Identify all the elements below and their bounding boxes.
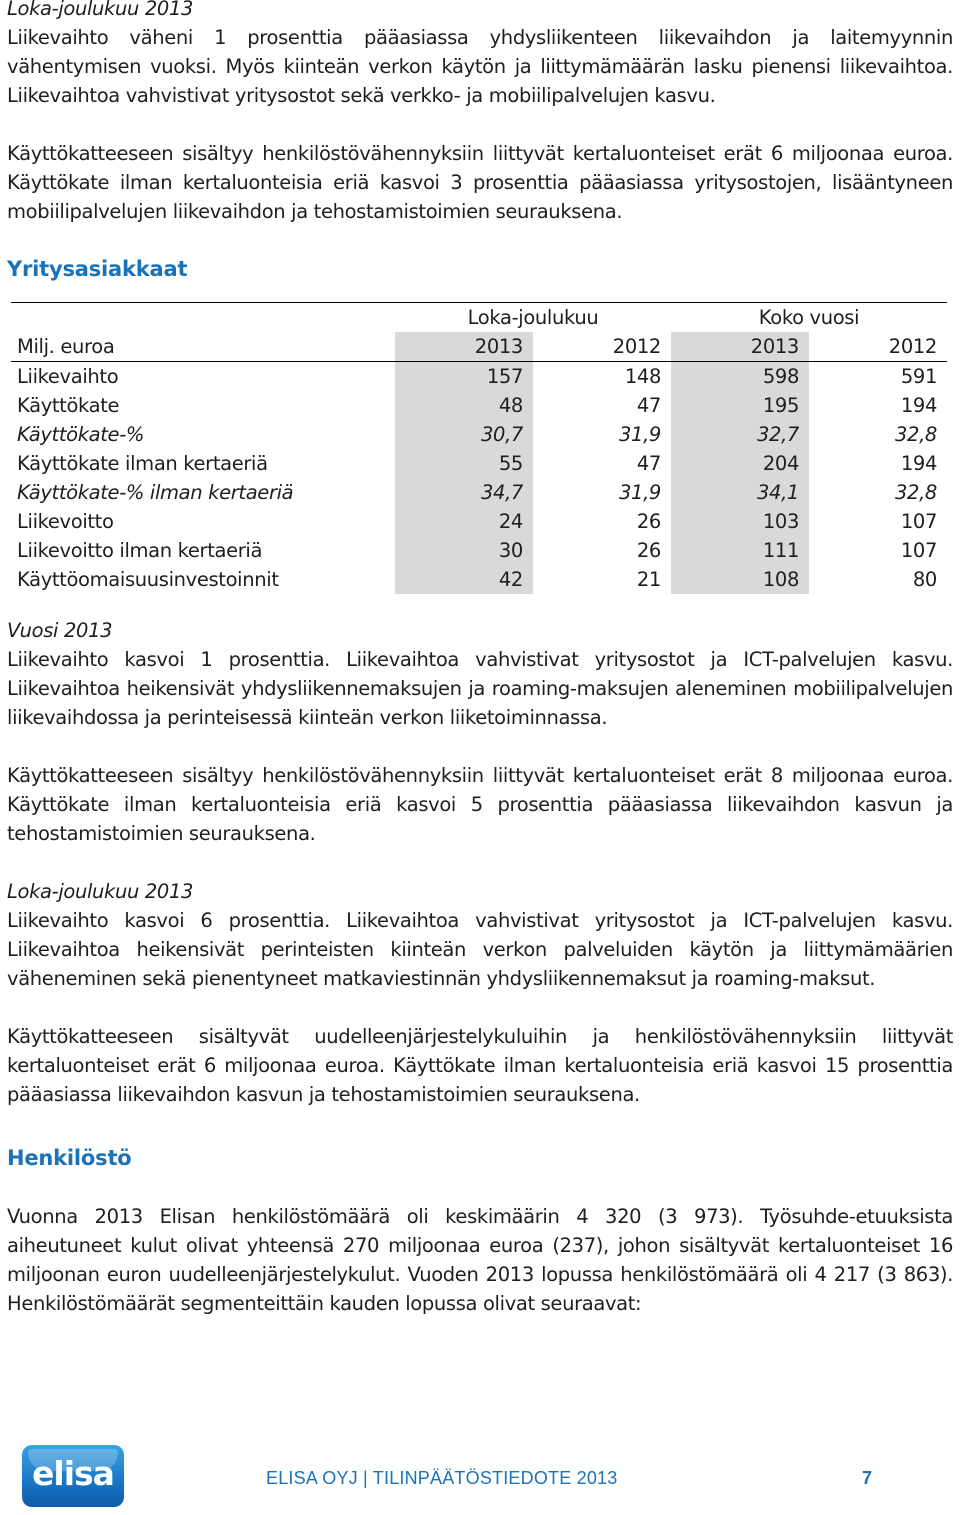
table-cell: 80	[912, 568, 937, 591]
paragraph: Liikevaihto kasvoi 6 prosenttia. Liikevaihtoa vahvistivat yritysostot ja ICT-palvelujen kasvu. Liikevaihtoa heikensivät perinteisten kiinteän verkon palveluiden käytön ja liittymämäärien väheneminen sekä pienentyneet matkaviestinnän yhdysliikennemaksut ja roaming-maksut.	[7, 909, 953, 990]
table-row	[11, 507, 947, 536]
unit-label: Milj. euroa	[17, 335, 115, 358]
table-row	[11, 449, 947, 478]
group-header-year: Koko vuosi	[758, 306, 860, 329]
paragraph: Liikevaihto kasvoi 1 prosenttia. Liikevaihtoa vahvistivat yritysostot ja ICT-palvelujen kasvu. Liikevaihtoa heikensivät yhdysliikennemaksujen ja roaming-maksujen aleneminen mobiilipalvelujen liikevaihdossa ja perinteisessä kiinteän verkon liiketoiminnassa.	[7, 648, 953, 729]
table-cell: 107	[900, 539, 937, 562]
row-label: Liikevaihto	[17, 365, 119, 388]
table-row	[11, 478, 947, 507]
page-number: 7	[862, 1468, 873, 1488]
table-cell: 21	[636, 568, 661, 591]
table-cell: 148	[624, 365, 661, 388]
table-cell: 32,8	[894, 423, 937, 446]
section-subheading: Loka-joulukuu 2013	[7, 0, 194, 20]
row-label: Käyttöomaisuusinvestoinnit	[17, 568, 279, 591]
table-cell: 194	[900, 452, 937, 475]
row-label: Käyttökate ilman kertaeriä	[17, 452, 268, 475]
table-row	[11, 362, 947, 391]
year-header: 2013	[395, 332, 533, 361]
table-cell: 107	[900, 510, 937, 533]
document-page	[7, 0, 953, 1318]
elisa-logo	[22, 1445, 124, 1507]
table-cell: 108	[671, 565, 809, 594]
table-cell: 34,7	[395, 478, 533, 507]
table-cell: 31,9	[618, 481, 661, 504]
section-subheading: Loka-joulukuu 2013	[7, 880, 194, 903]
table-cell: 30,7	[395, 420, 533, 449]
footer-title: ELISA OYJ | TILINPÄÄTÖSTIEDOTE 2013	[266, 1468, 618, 1488]
table-cell: 34,1	[671, 478, 809, 507]
table-group-header	[11, 303, 947, 332]
table-cell: 31,9	[618, 423, 661, 446]
table-body	[11, 362, 947, 594]
year-header: 2013	[671, 332, 809, 361]
row-label: Käyttökate	[17, 394, 120, 417]
year-header: 2012	[612, 335, 661, 358]
section-subheading: Vuosi 2013	[7, 619, 113, 642]
table-cell: 195	[671, 391, 809, 420]
table-cell: 26	[636, 539, 661, 562]
table-row	[11, 536, 947, 565]
table-cell: 55	[395, 449, 533, 478]
paragraph: Liikevaihto väheni 1 prosenttia pääasiassa yhdysliikenteen liikevaihdon ja laitemyynnin vähentymisen vuoksi. Myös kiinteän verkon käytön ja liittymämäärän lasku pienensi liikevaihtoa. Liikevaihtoa vahvistivat yritysostot sekä verkko- ja mobiilipalvelujen kasvu.	[7, 26, 953, 107]
table-cell: 204	[671, 449, 809, 478]
financial-table	[11, 302, 947, 594]
row-label: Käyttökate-%	[17, 423, 145, 446]
row-label: Liikevoitto ilman kertaeriä	[17, 539, 263, 562]
paragraph: Käyttökatteeseen sisältyvät uudelleenjärjestelykuluihin ja henkilöstövähennyksiin liittyvät kertaluonteiset erät 6 miljoonaa euroa. Käyttökate ilman kertaluonteisia eriä kasvoi 15 prosenttia pääasiassa liikevaihdon kasvun ja tehostamistoimien seurauksena.	[7, 1025, 953, 1106]
table-cell: 598	[671, 362, 809, 391]
table-header-row	[11, 332, 947, 362]
table-cell: 47	[636, 452, 661, 475]
table-cell: 42	[395, 565, 533, 594]
group-header-quarter: Loka-joulukuu	[467, 306, 599, 329]
logo-text: elisa	[32, 1454, 114, 1493]
table-cell: 47	[636, 394, 661, 417]
paragraph: Vuonna 2013 Elisan henkilöstömäärä oli keskimäärin 4 320 (3 973). Työsuhde-etuuksista aiheutuneet kulut olivat yhteensä 270 miljoonaa euroa (237), johon sisältyvät kertaluonteiset 16 miljoonan euron uudelleenjärjestelykulut. Vuoden 2013 lopussa henkilöstömäärä oli 4 217 (3 863). Henkilöstömäärät segmenteittäin kauden lopussa olivat seuraavat:	[7, 1205, 953, 1315]
table-cell: 30	[395, 536, 533, 565]
table-cell: 194	[900, 394, 937, 417]
table-cell: 111	[671, 536, 809, 565]
row-label: Liikevoitto	[17, 510, 114, 533]
table-cell: 103	[671, 507, 809, 536]
table-cell: 24	[395, 507, 533, 536]
table-row	[11, 420, 947, 449]
page-footer	[0, 1440, 960, 1510]
table-cell: 48	[395, 391, 533, 420]
table-row	[11, 391, 947, 420]
table-cell: 26	[636, 510, 661, 533]
section-heading: Yritysasiakkaat	[7, 257, 188, 281]
paragraph: Käyttökatteeseen sisältyy henkilöstövähennyksiin liittyvät kertaluonteiset erät 8 miljoonaa euroa. Käyttökate ilman kertaluonteisia eriä kasvoi 5 prosenttia pääasiassa liikevaihdon kasvun ja tehostamistoimien seurauksena.	[7, 764, 953, 845]
paragraph: Käyttökatteeseen sisältyy henkilöstövähennyksiin liittyvät kertaluonteiset erät 6 miljoonaa euroa. Käyttökate ilman kertaluonteisia eriä kasvoi 3 prosenttia pääasiassa yritysostojen, lisääntyneen mobiilipalvelujen liikevaihdon ja tehostamistoimien seurauksena.	[7, 142, 953, 223]
row-label: Käyttökate-% ilman kertaeriä	[17, 481, 294, 504]
table-row	[11, 565, 947, 594]
year-header: 2012	[888, 335, 937, 358]
table-cell: 591	[900, 365, 937, 388]
table-cell: 32,7	[671, 420, 809, 449]
section-heading: Henkilöstö	[7, 1146, 132, 1170]
table-cell: 157	[395, 362, 533, 391]
table-cell: 32,8	[894, 481, 937, 504]
